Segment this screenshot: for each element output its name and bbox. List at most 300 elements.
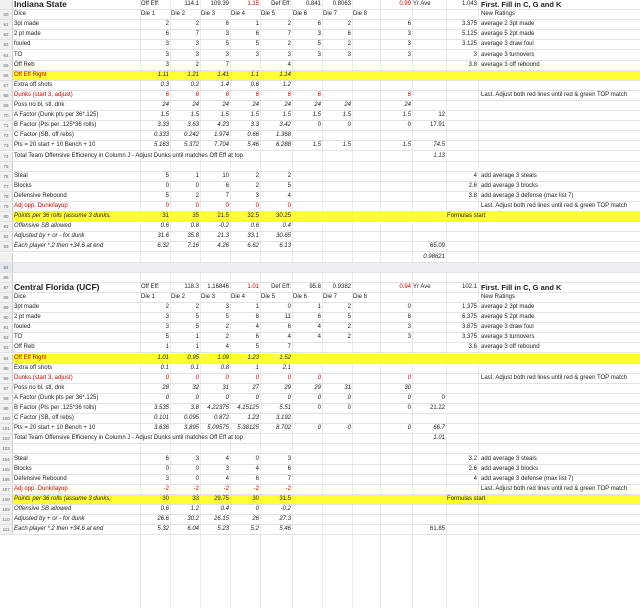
row-number[interactable]: 94 <box>0 354 13 363</box>
cell[interactable]: 3 <box>225 465 229 472</box>
cell[interactable]: Total Team Offensive Efficiency in Column J - Adjust Dunks until matches Off Eff at top <box>14 152 243 159</box>
cell[interactable]: 3.42 <box>279 122 291 129</box>
cell[interactable]: 0.095 <box>183 415 199 422</box>
cell[interactable]: 0 <box>317 425 321 432</box>
cell[interactable]: 0 <box>195 465 199 472</box>
cell[interactable]: 3 <box>195 455 199 462</box>
cell[interactable]: 1.5 <box>402 112 411 119</box>
cell[interactable]: Off Eff: <box>141 1 160 7</box>
row-number[interactable]: 105 <box>0 465 13 474</box>
cell[interactable]: 1.2 <box>282 81 291 88</box>
cell[interactable]: Die 4 <box>231 11 246 18</box>
cell[interactable]: 2 <box>195 21 199 28</box>
cell[interactable]: 2 <box>225 324 229 331</box>
cell[interactable]: 1.974 <box>213 132 229 139</box>
row-number[interactable]: 67 <box>0 81 13 90</box>
cell[interactable]: Die 4 <box>231 293 246 300</box>
cell[interactable]: Adjusted by + or - for dunk <box>14 516 85 523</box>
cell[interactable]: 1.11 <box>157 71 169 78</box>
cell[interactable]: Total Team Offensive Efficiency in Column J - Adjust Dunks until matches Off Eff at top <box>14 435 243 442</box>
cell[interactable]: 31.5 <box>279 495 291 502</box>
cell[interactable]: 0 <box>165 203 169 209</box>
cell[interactable]: Blocks <box>14 182 32 189</box>
cell[interactable]: fouled <box>14 41 31 48</box>
cell[interactable]: 5 <box>347 314 351 321</box>
cell[interactable]: 1.5 <box>282 112 291 119</box>
cell[interactable]: Blocks <box>14 465 32 472</box>
cell[interactable]: 1.21 <box>187 71 199 78</box>
cell[interactable]: average 3 off rebound <box>481 344 540 351</box>
cell[interactable]: Poss no bl, stl, dnk <box>14 102 65 108</box>
cell[interactable]: 2 <box>195 192 199 199</box>
cell[interactable]: 0 <box>165 394 169 401</box>
row-number[interactable]: 97 <box>0 384 13 393</box>
cell[interactable]: 6 <box>225 21 229 28</box>
row-number[interactable]: 90 <box>0 313 13 322</box>
cell[interactable]: average 3 turnovers <box>481 334 535 341</box>
cell[interactable]: -2 <box>223 485 229 492</box>
cell[interactable]: 2 <box>287 21 291 28</box>
cell[interactable]: 0 <box>287 374 291 381</box>
cell[interactable]: 0.94 <box>399 283 411 290</box>
cell[interactable]: 2 <box>165 304 169 310</box>
row-number[interactable]: 110 <box>0 515 13 524</box>
cell[interactable]: average 5 2pt made <box>481 314 535 321</box>
cell[interactable]: 33.1 <box>247 233 259 240</box>
cell[interactable]: 24 <box>344 102 351 108</box>
cell[interactable]: Pts = 20 start + 10 Bench + 10 <box>14 142 96 149</box>
cell[interactable]: 24 <box>252 102 259 108</box>
cell[interactable]: 6 <box>225 182 229 189</box>
cell[interactable]: 2 <box>347 21 351 28</box>
cell[interactable]: 102.1 <box>461 283 477 290</box>
cell[interactable]: 1 <box>317 304 321 310</box>
cell[interactable]: 1.23 <box>247 354 259 361</box>
row-number[interactable]: 77 <box>0 182 13 191</box>
cell[interactable]: 0.66 <box>247 132 259 139</box>
cell[interactable]: 8.702 <box>275 425 291 432</box>
cell[interactable]: 0.99 <box>399 1 411 7</box>
cell[interactable]: 0.6 <box>160 223 169 230</box>
cell[interactable]: 5.51 <box>279 405 291 411</box>
cell[interactable]: 109.39 <box>210 1 229 7</box>
cell[interactable]: 6 <box>317 21 321 28</box>
row-number[interactable]: 72 <box>0 131 13 140</box>
cell[interactable]: Die 1 <box>141 11 156 18</box>
cell[interactable]: 5 <box>317 41 321 48</box>
cell[interactable]: 1.01 <box>247 283 259 290</box>
cell[interactable]: 24 <box>162 102 169 108</box>
cell[interactable]: 8 <box>255 314 259 321</box>
cell[interactable]: 0.98621 <box>423 253 445 260</box>
cell[interactable]: 0 <box>317 405 321 411</box>
cell[interactable]: TO <box>14 334 23 341</box>
row-number[interactable]: 81 <box>0 222 13 231</box>
cell[interactable]: 0 <box>195 374 199 381</box>
cell[interactable]: 3 <box>225 31 229 38</box>
cell[interactable]: 4 <box>317 324 321 331</box>
cell[interactable]: 3 <box>165 324 169 331</box>
cell[interactable]: Off Reb <box>14 344 35 351</box>
cell[interactable]: Steal <box>14 455 28 462</box>
cell[interactable]: 24 <box>222 102 229 108</box>
cell[interactable]: Dunks (start 3, adjust) <box>14 91 73 98</box>
cell[interactable]: 2 pt made <box>14 314 41 321</box>
cell[interactable]: 2 <box>347 41 351 48</box>
cell[interactable]: 1.5 <box>402 142 411 149</box>
cell[interactable]: Die 5 <box>261 293 276 300</box>
cell[interactable]: 3.8 <box>468 61 477 68</box>
cell[interactable]: New Ratings <box>481 293 516 300</box>
cell[interactable]: 0 <box>407 405 411 411</box>
cell[interactable]: First. Fill in C, G and K <box>481 282 562 292</box>
row-number[interactable]: 82 <box>0 232 13 241</box>
cell[interactable]: 2 <box>287 41 291 48</box>
cell[interactable]: 3.2 <box>468 455 477 462</box>
row-number[interactable]: 93 <box>0 343 13 352</box>
cell[interactable]: 7.16 <box>187 243 199 250</box>
cell[interactable]: Points per 36 rolls (assume 3 dunks, <box>14 495 112 502</box>
cell[interactable]: Last. Adjust both red lines until red & green TOP match <box>481 203 628 209</box>
row-number[interactable]: 70 <box>0 111 13 120</box>
cell[interactable]: 1 <box>165 344 169 351</box>
row-number[interactable]: 75 <box>0 162 13 171</box>
cell[interactable]: 29 <box>314 384 321 391</box>
row-number[interactable]: 74 <box>0 152 13 161</box>
cell[interactable]: 3 <box>407 51 411 58</box>
row-number[interactable]: 107 <box>0 485 13 494</box>
cell[interactable]: Points per 36 rolls (assume 3 dunks, <box>14 213 112 220</box>
cell[interactable]: 29 <box>284 384 291 391</box>
cell[interactable]: Yr Ave <box>413 283 431 290</box>
row-number[interactable]: 63 <box>0 40 13 49</box>
cell[interactable]: 2 <box>195 61 199 68</box>
cell[interactable]: 2 <box>165 21 169 28</box>
row-number[interactable]: 68 <box>0 91 13 100</box>
row-number[interactable]: 98 <box>0 394 13 403</box>
cell[interactable]: 24 <box>284 102 291 108</box>
cell[interactable]: add average 3 defense (max list 7) <box>481 475 574 482</box>
cell[interactable]: Each player *.2 then +34.6 at end <box>14 526 104 533</box>
row-number[interactable]: 96 <box>0 374 13 383</box>
row-number[interactable]: 100 <box>0 414 13 423</box>
row-number[interactable]: 84 <box>0 263 13 272</box>
cell[interactable]: add average 3 blocks <box>481 182 539 189</box>
cell[interactable]: 26.15 <box>213 516 229 523</box>
row-number[interactable]: 106 <box>0 475 13 484</box>
cell[interactable]: 65.09 <box>429 243 445 250</box>
cell[interactable]: 2 <box>225 334 229 341</box>
cell[interactable]: 6 <box>165 31 169 38</box>
row-number[interactable]: 83 <box>0 242 13 251</box>
cell[interactable]: 3 <box>165 475 169 482</box>
cell[interactable]: average 3 draw foul <box>481 41 534 48</box>
cell[interactable]: 8 <box>407 314 411 321</box>
cell[interactable]: Off Eff Right <box>14 354 47 361</box>
cell[interactable]: 30.2 <box>187 516 199 523</box>
cell[interactable]: A Factor (Dunk pts per 36*.125) <box>14 394 99 401</box>
cell[interactable]: Off Reb <box>14 61 35 68</box>
row-number[interactable]: 61 <box>0 20 13 29</box>
row-number[interactable]: 73 <box>0 141 13 150</box>
cell[interactable]: 4 <box>255 324 259 331</box>
cell[interactable]: 0 <box>255 455 259 462</box>
cell[interactable]: 0.1 <box>160 364 169 371</box>
cell[interactable]: 3.895 <box>183 425 199 432</box>
cell[interactable]: 0 <box>165 465 169 472</box>
row-number[interactable]: 79 <box>0 202 13 211</box>
cell[interactable]: 0 <box>255 374 259 381</box>
cell[interactable]: 4 <box>473 475 477 482</box>
cell[interactable]: 0.872 <box>213 415 229 422</box>
cell[interactable]: Die 6 <box>293 11 308 18</box>
cell[interactable]: 6 <box>287 324 291 331</box>
cell[interactable]: 1 <box>195 344 199 351</box>
cell[interactable]: 3.8 <box>190 405 199 411</box>
cell[interactable]: Die 3 <box>201 11 216 18</box>
cell[interactable]: 3pt made <box>14 21 40 28</box>
cell[interactable]: Off Eff Right <box>14 71 47 78</box>
cell[interactable]: 21.5 <box>217 213 229 220</box>
cell[interactable]: 27.3 <box>279 516 291 523</box>
cell[interactable]: 7 <box>195 31 199 38</box>
cell[interactable]: 4 <box>225 344 229 351</box>
cell[interactable]: 3.3 <box>250 122 259 129</box>
cell[interactable]: 3 <box>195 41 199 48</box>
cell[interactable]: Central Florida (UCF) <box>14 281 100 292</box>
cell[interactable]: 2 <box>347 324 351 331</box>
cell[interactable]: 3 <box>225 304 229 310</box>
cell[interactable]: Die 2 <box>171 11 186 18</box>
cell[interactable]: 17.91 <box>429 122 445 129</box>
cell[interactable]: 3 <box>317 51 321 58</box>
cell[interactable]: Pts = 20 start + 10 Bench + 10 <box>14 425 96 432</box>
cell[interactable]: 1.14 <box>279 71 291 78</box>
cell[interactable]: 31 <box>222 384 229 391</box>
cell[interactable]: 10 <box>222 172 229 179</box>
cell[interactable]: Extra off shots <box>14 81 53 88</box>
cell[interactable]: 6.375 <box>461 314 477 321</box>
row-number[interactable]: 80 <box>0 212 13 221</box>
cell[interactable]: 1.01 <box>157 354 169 361</box>
cell[interactable]: Indiana State <box>14 0 67 9</box>
cell[interactable]: 31 <box>344 384 351 391</box>
cell[interactable]: 0 <box>407 425 411 432</box>
cell[interactable]: 1.5 <box>342 142 351 149</box>
row-number[interactable]: 69 <box>0 101 13 110</box>
cell[interactable]: 0 <box>255 506 259 512</box>
cell[interactable]: 1 <box>255 304 259 310</box>
cell[interactable]: 29.75 <box>213 495 229 502</box>
cell[interactable]: 6.32 <box>157 243 169 250</box>
cell[interactable]: 0 <box>255 203 259 209</box>
cell[interactable]: 5.23 <box>217 526 229 533</box>
cell[interactable]: 4 <box>473 172 477 179</box>
cell[interactable]: 4 <box>287 334 291 341</box>
cell[interactable]: 6 <box>287 91 291 98</box>
cell[interactable]: 5.372 <box>183 142 199 149</box>
cell[interactable]: 6 <box>255 91 259 98</box>
cell[interactable]: 3 <box>225 51 229 58</box>
cell[interactable]: 0.9382 <box>332 283 351 290</box>
cell[interactable]: Die 3 <box>201 293 216 300</box>
cell[interactable]: 3.375 <box>461 21 477 28</box>
cell[interactable]: 3.192 <box>275 415 291 422</box>
cell[interactable]: -0.2 <box>218 223 229 230</box>
cell[interactable]: -0.2 <box>280 506 291 512</box>
cell[interactable]: 0 <box>195 475 199 482</box>
cell[interactable]: 6 <box>255 334 259 341</box>
cell[interactable]: 6 <box>347 31 351 38</box>
cell[interactable]: 24 <box>314 102 321 108</box>
cell[interactable]: 5 <box>195 324 199 331</box>
cell[interactable]: 6 <box>255 31 259 38</box>
cell[interactable]: 0 <box>317 122 321 129</box>
cell[interactable]: -2 <box>163 485 169 492</box>
cell[interactable]: Each player *.2 then +34.6 at end <box>14 243 104 250</box>
cell[interactable]: 1 <box>255 364 259 371</box>
cell[interactable]: 31.6 <box>157 233 169 240</box>
cell[interactable]: 4.26 <box>217 243 229 250</box>
cell[interactable]: 0.101 <box>153 415 169 422</box>
cell[interactable]: 1.41 <box>217 71 229 78</box>
cell[interactable]: 1.5 <box>312 142 321 149</box>
cell[interactable]: 6 <box>165 91 169 98</box>
cell[interactable]: 0 <box>441 394 445 401</box>
row-number[interactable]: 66 <box>0 71 13 80</box>
cell[interactable]: 0.95 <box>187 354 199 361</box>
cell[interactable]: C Factor (SB, off rebs) <box>14 132 74 139</box>
cell[interactable]: 5 <box>225 41 229 48</box>
cell[interactable]: 11 <box>284 314 291 321</box>
cell[interactable]: 30 <box>404 384 411 391</box>
cell[interactable]: Adj opp. Dunk/layup <box>14 203 68 209</box>
cell[interactable]: 4.22375 <box>207 405 229 411</box>
cell[interactable]: 3 <box>255 51 259 58</box>
cell[interactable]: 3.33 <box>157 122 169 129</box>
cell[interactable]: 24 <box>192 102 199 108</box>
cell[interactable]: 0 <box>317 394 321 401</box>
cell[interactable]: 1.01 <box>433 435 445 442</box>
cell[interactable]: add average 3 steals <box>481 172 537 179</box>
cell[interactable]: C Factor (SB, off rebs) <box>14 415 74 422</box>
cell[interactable]: 1.2 <box>190 506 199 512</box>
cell[interactable]: 66.7 <box>433 425 445 432</box>
cell[interactable]: 1.23 <box>247 415 259 422</box>
cell[interactable]: 1.52 <box>279 354 291 361</box>
cell[interactable]: Formulas start <box>447 213 486 220</box>
cell[interactable]: Dunks (start 3, adjust) <box>14 374 73 381</box>
cell[interactable]: 3 <box>407 334 411 341</box>
cell[interactable]: 2 <box>195 304 199 310</box>
row-number[interactable]: 99 <box>0 404 13 413</box>
cell[interactable]: 1.368 <box>275 132 291 139</box>
cell[interactable]: 0 <box>317 374 321 381</box>
cell[interactable]: 1.5 <box>220 112 229 119</box>
cell[interactable]: 5 <box>255 41 259 48</box>
cell[interactable]: 1.5 <box>190 112 199 119</box>
cell[interactable]: 0 <box>407 122 411 129</box>
cell[interactable]: Poss no bl, stl, dnk <box>14 384 65 391</box>
cell[interactable]: 3 <box>407 31 411 38</box>
row-number[interactable]: 71 <box>0 121 13 130</box>
row-number[interactable]: 108 <box>0 495 13 504</box>
cell[interactable]: TO <box>14 51 23 58</box>
cell[interactable]: B Factor (Pts per .125*36 rolls) <box>14 122 97 129</box>
cell[interactable]: 95.8 <box>309 283 321 290</box>
cell[interactable]: 5 <box>165 172 169 179</box>
cell[interactable]: Die 5 <box>261 11 276 18</box>
cell[interactable]: 7 <box>225 192 229 199</box>
cell[interactable]: 0 <box>225 374 229 381</box>
cell[interactable]: average 5 2pt made <box>481 31 535 38</box>
cell[interactable]: 0 <box>195 394 199 401</box>
cell[interactable]: 2.6 <box>468 465 477 472</box>
cell[interactable]: Die 7 <box>323 293 338 300</box>
cell[interactable]: 0 <box>255 394 259 401</box>
cell[interactable]: 7 <box>287 31 291 38</box>
cell[interactable]: 0 <box>407 304 411 310</box>
row-number[interactable]: 64 <box>0 51 13 60</box>
cell[interactable]: 6 <box>317 91 321 98</box>
cell[interactable]: 3 <box>407 41 411 48</box>
cell[interactable]: add average 3 blocks <box>481 465 539 472</box>
cell[interactable]: 0 <box>165 182 169 189</box>
cell[interactable]: Die 6 <box>293 293 308 300</box>
row-number[interactable]: 109 <box>0 505 13 514</box>
row-number[interactable]: 76 <box>0 172 13 181</box>
cell[interactable]: 4 <box>287 61 291 68</box>
cell[interactable]: 0.6 <box>160 506 169 512</box>
cell[interactable]: 2 <box>347 334 351 341</box>
cell[interactable]: 0.8 <box>220 364 229 371</box>
cell[interactable]: 5 <box>255 344 259 351</box>
cell[interactable]: 3.535 <box>153 405 169 411</box>
cell[interactable]: 4.23 <box>217 122 229 129</box>
cell[interactable]: 3.636 <box>153 425 169 432</box>
cell[interactable]: 5 <box>225 314 229 321</box>
cell[interactable]: Adj opp. Dunk/layup <box>14 485 68 492</box>
cell[interactable]: 3pt made <box>14 304 40 310</box>
cell[interactable]: Steal <box>14 172 28 179</box>
cell[interactable]: 27 <box>252 384 259 391</box>
cell[interactable]: 1.16846 <box>207 283 229 290</box>
cell[interactable]: 24 <box>404 102 411 108</box>
cell[interactable]: Die 7 <box>323 11 338 18</box>
cell[interactable]: 2 <box>287 172 291 179</box>
cell[interactable]: 6.62 <box>247 243 259 250</box>
cell[interactable]: 3 <box>287 455 291 462</box>
cell[interactable]: 7 <box>287 475 291 482</box>
cell[interactable]: 0.841 <box>305 1 321 7</box>
cell[interactable]: 6 <box>255 475 259 482</box>
cell[interactable]: 1.1 <box>250 71 259 78</box>
cell[interactable]: 3.125 <box>461 41 477 48</box>
cell[interactable]: Last. Adjust both red lines until red & green TOP match <box>481 485 628 492</box>
cell[interactable]: Defensive Rebound <box>14 475 67 482</box>
cell[interactable]: Offensive SB allowed <box>14 506 72 512</box>
cell[interactable]: Last. Adjust both red lines until red & green TOP match <box>481 374 628 381</box>
cell[interactable]: 118.3 <box>184 283 199 290</box>
cell[interactable]: average 3 draw foul <box>481 324 534 331</box>
cell[interactable]: -2 <box>285 485 291 492</box>
row-number[interactable]: 62 <box>0 30 13 39</box>
cell[interactable]: 0 <box>195 203 199 209</box>
cell[interactable]: 0.242 <box>183 132 199 139</box>
cell[interactable]: 4 <box>225 475 229 482</box>
cell[interactable]: 4.15125 <box>237 405 259 411</box>
cell[interactable]: 1.4 <box>220 81 229 88</box>
